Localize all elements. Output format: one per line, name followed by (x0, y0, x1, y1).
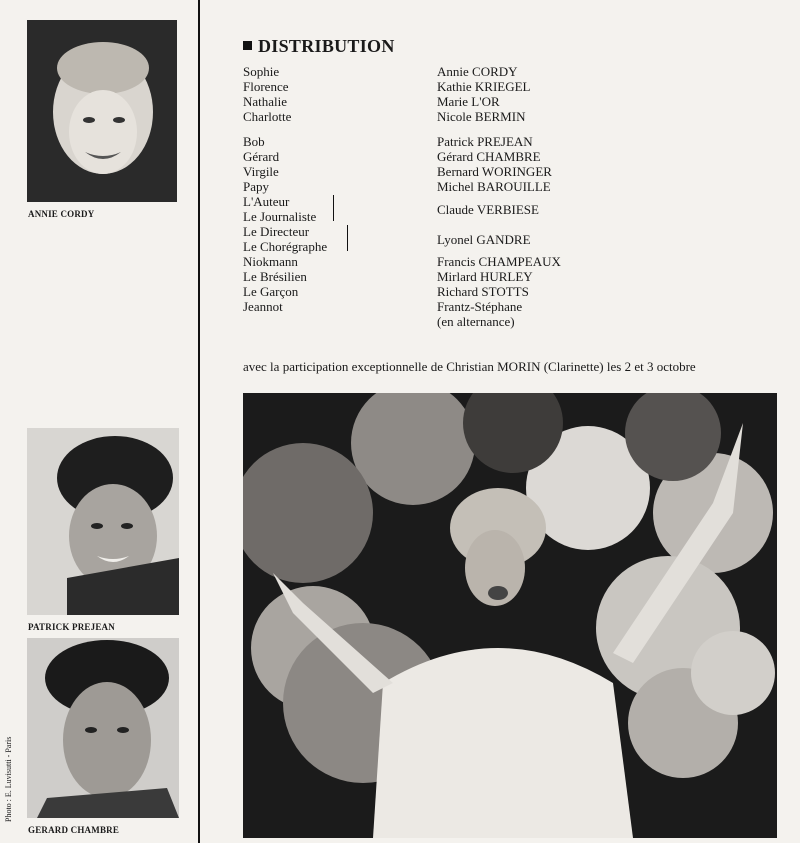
cast-group (243, 224, 783, 254)
actor-note: (en alternance) (437, 314, 515, 329)
actor: Richard STOTTS (437, 284, 529, 299)
cast-list (243, 64, 783, 329)
photo-caption: GERARD CHAMBRE (28, 825, 120, 835)
cast-row (243, 269, 783, 284)
cast-row (243, 284, 783, 299)
actor: Lyonel GANDRE (437, 232, 531, 247)
role: Gérard (243, 149, 280, 164)
cast-row (243, 94, 783, 109)
role: Le Journaliste (243, 209, 317, 224)
cast-row (243, 149, 783, 164)
role: Sophie (243, 64, 280, 79)
cast-row (243, 134, 783, 149)
photo-annie-cordy (27, 20, 177, 202)
heading-text: DISTRIBUTION (258, 36, 395, 56)
role: Virgile (243, 164, 279, 179)
role: Nathalie (243, 94, 288, 109)
photo-credit: Photo : E. Luvisutti - Paris (4, 736, 13, 822)
role: Niokmann (243, 254, 298, 269)
cast-row (243, 64, 783, 79)
cast-row (243, 299, 783, 314)
role: Le Chorégraphe (243, 239, 328, 254)
square-bullet-icon (243, 41, 252, 50)
cast-group (243, 194, 783, 224)
section-heading (243, 36, 395, 57)
actor: Bernard WORINGER (437, 164, 552, 179)
photo-patrick-prejean (27, 428, 179, 615)
role: Le Brésilien (243, 269, 307, 284)
actor: Nicole BERMIN (437, 109, 526, 124)
actor: Annie CORDY (437, 64, 518, 79)
actor: Patrick PREJEAN (437, 134, 533, 149)
role: Florence (243, 79, 289, 94)
cast-row (243, 314, 783, 329)
photo-caption: ANNIE CORDY (28, 209, 95, 219)
bracket-line (347, 225, 348, 251)
photo-caption: PATRICK PREJEAN (28, 622, 115, 632)
actor: Francis CHAMPEAUX (437, 254, 561, 269)
actor: Kathie KRIEGEL (437, 79, 531, 94)
photo-balloons (243, 393, 777, 838)
participation-note: avec la participation exceptionnelle de Christian MORIN (Clarinette) les 2 et 3 octobre (243, 359, 696, 374)
actor: Frantz-Stéphane (437, 299, 523, 314)
cast-row (243, 109, 783, 124)
cast-row (243, 79, 783, 94)
actor: Mirlard HURLEY (437, 269, 533, 284)
photo-gerard-chambre (27, 638, 179, 818)
actor: Michel BAROUILLE (437, 179, 551, 194)
role: Bob (243, 134, 265, 149)
actor: Marie L'OR (437, 94, 500, 109)
role: Charlotte (243, 109, 292, 124)
actor: Gérard CHAMBRE (437, 149, 541, 164)
role: Papy (243, 179, 269, 194)
role: Le Directeur (243, 224, 310, 239)
column-divider (198, 0, 200, 843)
actor: Claude VERBIESE (437, 202, 539, 217)
cast-row (243, 179, 783, 194)
bracket-line (333, 195, 334, 221)
role: Jeannot (243, 299, 283, 314)
cast-row (243, 164, 783, 179)
cast-row (243, 254, 783, 269)
role: L'Auteur (243, 194, 290, 209)
role: Le Garçon (243, 284, 299, 299)
